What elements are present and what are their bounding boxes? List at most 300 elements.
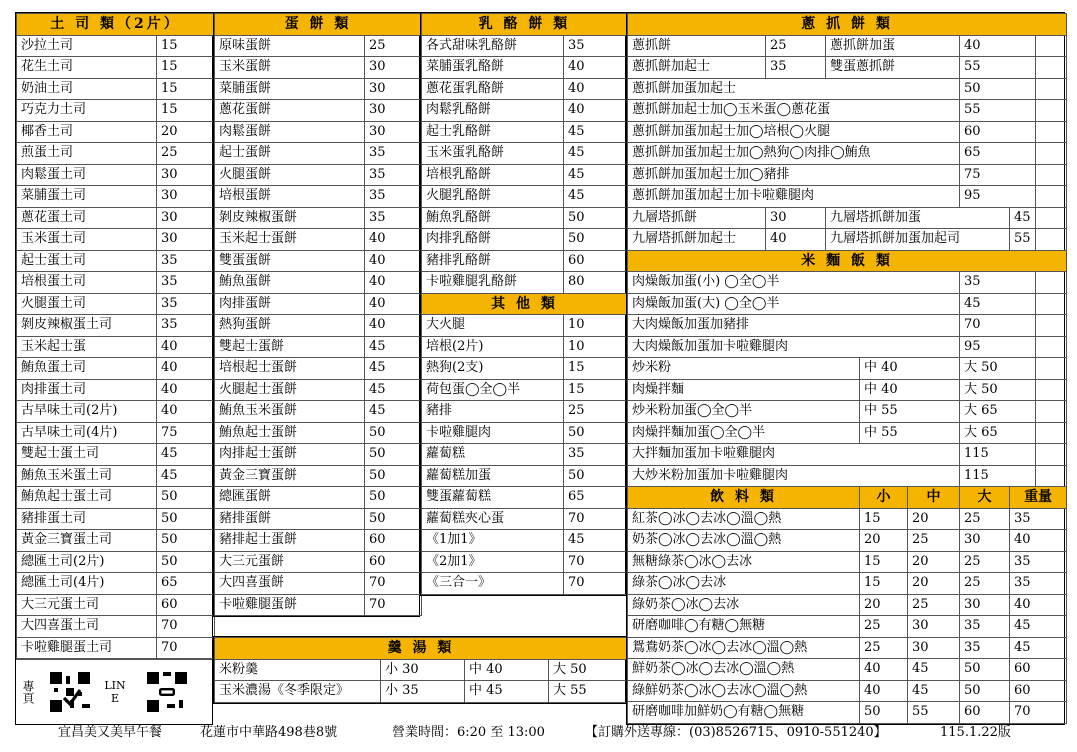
item-name: 《2加1》 [422, 551, 564, 573]
menu-item[interactable] [215, 207, 422, 229]
menu-item[interactable] [628, 336, 1067, 358]
item-name: 肉燥拌麵加蛋◯全◯半 [628, 422, 860, 444]
menu-item[interactable] [17, 573, 215, 595]
menu-item[interactable] [628, 401, 1067, 423]
menu-item[interactable] [17, 100, 215, 122]
menu-item[interactable] [215, 465, 422, 487]
menu-item[interactable] [422, 336, 628, 358]
item-price: 40 [157, 379, 215, 401]
menu-item[interactable] [17, 379, 215, 401]
item-name: 蔥抓餅加蛋加起士加◯豬排 [628, 164, 960, 186]
menu-item[interactable] [215, 121, 422, 143]
item-price: 15 [157, 78, 215, 100]
menu-item[interactable] [628, 616, 1067, 638]
cheese-section [420, 12, 626, 596]
menu-item[interactable] [17, 315, 215, 337]
item-name: 熱狗蛋餅 [215, 315, 365, 337]
item-name: 九層塔抓餅加起士 [628, 229, 766, 251]
item-name: 雙蛋蔥抓餅 [826, 57, 960, 79]
item-price: 80 [564, 272, 628, 294]
item-name: 大拌麵加蛋加卡啦雞腿肉 [628, 444, 960, 466]
menu-item[interactable] [628, 315, 1067, 337]
menu-item[interactable] [628, 293, 1067, 315]
item-name: 綠奶茶◯冰◯去冰 [628, 594, 860, 616]
item-price: 35 [365, 143, 422, 165]
item-price: 50 [365, 508, 422, 530]
price-large: 大 65 [960, 401, 1036, 423]
item-name: 蔥抓餅加蛋 [826, 35, 960, 57]
menu-item[interactable] [628, 78, 1067, 100]
other-header: 其 他 類 [422, 293, 628, 315]
item-price: 45 [564, 143, 628, 165]
menu-item[interactable] [17, 186, 215, 208]
menu-item[interactable] [215, 57, 422, 79]
item-price: 40 [960, 35, 1036, 57]
cheese-header: 乳 酪 餅 類 [422, 14, 628, 36]
menu-item[interactable] [215, 508, 422, 530]
item-name: 菜脯蛋乳酪餅 [422, 57, 564, 79]
item-price: 45 [157, 465, 215, 487]
menu-item[interactable] [422, 143, 628, 165]
toast-table [16, 13, 215, 659]
item-name: 剝皮辣椒蛋土司 [17, 315, 157, 337]
item-price: 55 [1010, 229, 1036, 251]
item-name: 大三元蛋餅 [215, 551, 365, 573]
price-medium: 中 55 [860, 422, 960, 444]
item-name: 奶茶◯冰◯去冰◯溫◯熱 [628, 530, 860, 552]
shop-name: 宜昌美又美早午餐 [58, 725, 163, 740]
menu-item[interactable] [215, 530, 422, 552]
menu-item[interactable] [628, 444, 1067, 466]
item-name: 肉鬆乳酪餅 [422, 100, 564, 122]
item-name: 綠茶◯冰◯去冰 [628, 573, 860, 595]
item-name: 豬排蛋土司 [17, 508, 157, 530]
item-price: 35 [157, 315, 215, 337]
menu-item[interactable] [422, 508, 628, 530]
item-name: 研磨咖啡加鮮奶◯有糖◯無糖 [628, 702, 860, 724]
empty-cell [1036, 272, 1067, 294]
menu-item[interactable] [17, 444, 215, 466]
menu-item[interactable] [17, 551, 215, 573]
item-name: 總匯土司(4片) [17, 573, 157, 595]
item-price: 70 [564, 551, 628, 573]
item-price: 55 [960, 100, 1036, 122]
menu-item[interactable] [628, 143, 1067, 165]
item-price: 40 [1010, 594, 1067, 616]
menu-item[interactable] [628, 530, 1067, 552]
item-name: 紅茶◯冰◯去冰◯溫◯熱 [628, 508, 860, 530]
menu-item[interactable] [215, 186, 422, 208]
line-qr[interactable] [127, 672, 207, 712]
item-price: 65 [960, 143, 1036, 165]
item-price: 40 [365, 293, 422, 315]
menu-item[interactable] [17, 229, 215, 251]
menu-item[interactable] [17, 250, 215, 272]
item-price: 50 [365, 422, 422, 444]
menu-item[interactable] [628, 551, 1067, 573]
menu-item[interactable] [422, 573, 628, 595]
eggpie-section [213, 12, 420, 617]
size-medium-header: 中 [908, 487, 960, 509]
empty-cell [1036, 35, 1067, 57]
menu-item[interactable] [215, 293, 422, 315]
menu-item[interactable] [17, 530, 215, 552]
menu-item[interactable] [628, 229, 1067, 251]
empty-cell [1036, 379, 1067, 401]
item-name: 研磨咖啡◯有糖◯無糖 [628, 616, 860, 638]
item-price: 15 [564, 379, 628, 401]
menu-item[interactable] [422, 35, 628, 57]
item-name: 無糖綠茶◯冰◯去冰 [628, 551, 860, 573]
item-price: 25 [860, 637, 908, 659]
item-price: 15 [564, 358, 628, 380]
menu-item[interactable] [17, 293, 215, 315]
item-price: 25 [908, 594, 960, 616]
item-name: 卡啦雞腿蛋餅 [215, 594, 365, 616]
item-name: 熱狗(2支) [422, 358, 564, 380]
menu-item[interactable] [628, 508, 1067, 530]
size-small-header: 小 [860, 487, 908, 509]
item-name: 大肉燥飯加蛋加卡啦雞腿肉 [628, 336, 960, 358]
item-name: 蔥花蛋餅 [215, 100, 365, 122]
empty-cell [1036, 100, 1067, 122]
line-label: LINE [104, 679, 126, 705]
menu-item[interactable] [215, 143, 422, 165]
menu-item[interactable] [422, 551, 628, 573]
price-medium: 中 45 [465, 681, 549, 703]
menu-item[interactable] [628, 57, 1067, 79]
item-name: 火腿乳酪餅 [422, 186, 564, 208]
item-name: 鮪魚起士蛋土司 [17, 487, 157, 509]
menu-item[interactable] [215, 681, 628, 703]
menu-item[interactable] [628, 422, 1067, 444]
item-name: 起士乳酪餅 [422, 121, 564, 143]
item-price: 40 [157, 358, 215, 380]
item-name: 大三元蛋土司 [17, 594, 157, 616]
menu-item[interactable] [422, 379, 628, 401]
menu-item[interactable] [628, 379, 1067, 401]
item-price: 50 [960, 78, 1036, 100]
item-name: 大四喜蛋土司 [17, 616, 157, 638]
item-name: 蔥抓餅加蛋加起士加卡啦雞腿肉 [628, 186, 960, 208]
menu-item[interactable] [215, 229, 422, 251]
item-price: 40 [766, 229, 826, 251]
item-name: 炒米粉 [628, 358, 860, 380]
menu-item[interactable] [215, 379, 422, 401]
empty-cell [1036, 143, 1067, 165]
menu-item[interactable] [17, 78, 215, 100]
item-price: 30 [157, 164, 215, 186]
item-name: 大炒米粉加蛋加卡啦雞腿肉 [628, 465, 960, 487]
menu-item[interactable] [17, 594, 215, 616]
line-qr-code-icon [147, 672, 187, 712]
menu-item[interactable] [17, 35, 215, 57]
menu-item[interactable] [215, 401, 422, 423]
menu-item[interactable] [422, 186, 628, 208]
item-price: 45 [157, 444, 215, 466]
item-name: 火腿蛋餅 [215, 164, 365, 186]
item-name: 菜脯蛋土司 [17, 186, 157, 208]
menu-item[interactable] [17, 121, 215, 143]
menu-item[interactable] [17, 272, 215, 294]
menu-item[interactable] [422, 100, 628, 122]
menu-item[interactable] [215, 551, 422, 573]
item-name: 黃金三寶蛋餅 [215, 465, 365, 487]
menu-item[interactable] [628, 164, 1067, 186]
empty-cell [1036, 293, 1067, 315]
menu-item[interactable] [17, 508, 215, 530]
menu-item[interactable] [17, 57, 215, 79]
item-price: 45 [564, 530, 628, 552]
menu-item[interactable] [422, 487, 628, 509]
menu-item[interactable] [17, 207, 215, 229]
menu-item[interactable] [628, 465, 1067, 487]
item-name: 蘿蔔糕 [422, 444, 564, 466]
item-name: 肉鬆蛋餅 [215, 121, 365, 143]
item-name: 肉排蛋土司 [17, 379, 157, 401]
menu-item[interactable] [215, 594, 422, 616]
menu-item[interactable] [422, 444, 628, 466]
item-name: 蔥抓餅 [628, 35, 766, 57]
empty-cell [1036, 444, 1067, 466]
menu-item[interactable] [215, 35, 422, 57]
item-name: 卡啦雞腿蛋土司 [17, 637, 157, 659]
item-name: 玉米蛋餅 [215, 57, 365, 79]
item-name: 蔥抓餅加蛋加起士加◯熱狗◯肉排◯鮪魚 [628, 143, 960, 165]
menu-item[interactable] [422, 78, 628, 100]
menu-item[interactable] [17, 422, 215, 444]
empty-cell [1036, 186, 1067, 208]
item-name: 玉米蛋乳酪餅 [422, 143, 564, 165]
item-price: 50 [365, 444, 422, 466]
empty-cell [1036, 422, 1067, 444]
item-price: 95 [960, 186, 1036, 208]
price-medium: 中 40 [860, 379, 960, 401]
item-price: 25 [860, 616, 908, 638]
item-name: 雙蛋蘿蔔糕 [422, 487, 564, 509]
item-name: 培根起士蛋餅 [215, 358, 365, 380]
item-price: 35 [157, 272, 215, 294]
menu-item[interactable] [628, 659, 1067, 681]
menu-item[interactable] [628, 35, 1067, 57]
menu-item[interactable] [215, 336, 422, 358]
price-medium: 中 40 [465, 659, 549, 681]
item-name: 古早味土司(2片) [17, 401, 157, 423]
item-price: 60 [960, 121, 1036, 143]
scallion-header-row [628, 14, 1067, 36]
menu-item[interactable] [215, 422, 422, 444]
menu-item[interactable] [215, 444, 422, 466]
item-price: 50 [157, 530, 215, 552]
menu-item[interactable] [17, 616, 215, 638]
fan-page-qr[interactable] [37, 672, 103, 712]
item-price: 30 [960, 594, 1010, 616]
item-name: 蘿蔔糕夾心蛋 [422, 508, 564, 530]
item-price: 35 [1010, 508, 1067, 530]
item-price: 25 [908, 530, 960, 552]
menu-item[interactable] [628, 186, 1067, 208]
right-section [626, 12, 1065, 725]
menu-item[interactable] [17, 487, 215, 509]
item-price: 45 [1010, 207, 1036, 229]
item-price: 25 [157, 143, 215, 165]
toast-header: 土 司 類（2片） [17, 14, 215, 36]
menu-item[interactable] [215, 78, 422, 100]
menu-item[interactable] [17, 336, 215, 358]
item-price: 35 [1010, 573, 1067, 595]
item-name: 卡啦雞腿乳酪餅 [422, 272, 564, 294]
right-table [627, 13, 1067, 724]
menu-item[interactable] [17, 164, 215, 186]
item-price: 60 [365, 551, 422, 573]
menu-item[interactable] [215, 272, 422, 294]
item-price: 40 [860, 659, 908, 681]
item-price: 35 [157, 293, 215, 315]
item-name: 綠鮮奶茶◯冰◯去冰◯溫◯熱 [628, 680, 860, 702]
item-name: 肉燥飯加蛋(大) ◯全◯半 [628, 293, 960, 315]
empty-cell [1036, 315, 1067, 337]
menu-item[interactable] [215, 358, 422, 380]
item-price: 40 [564, 57, 628, 79]
menu-item[interactable] [17, 143, 215, 165]
size-xl-header: 重量 [1010, 487, 1067, 509]
item-name: 豬排起士蛋餅 [215, 530, 365, 552]
menu-item[interactable] [422, 121, 628, 143]
menu-item[interactable] [628, 207, 1067, 229]
item-name: 培根蛋土司 [17, 272, 157, 294]
item-price: 45 [365, 336, 422, 358]
menu-item[interactable] [628, 702, 1067, 724]
menu-item[interactable] [628, 100, 1067, 122]
menu-item[interactable] [422, 401, 628, 423]
item-name: 玉米蛋土司 [17, 229, 157, 251]
menu-item[interactable] [215, 573, 422, 595]
noodle-header: 米 麵 飯 類 [628, 250, 1067, 272]
item-price: 55 [908, 702, 960, 724]
menu-item[interactable] [422, 57, 628, 79]
menu-item[interactable] [628, 594, 1067, 616]
item-price: 70 [564, 573, 628, 595]
item-price: 40 [157, 401, 215, 423]
price-small: 小 35 [381, 681, 465, 703]
item-price: 45 [365, 401, 422, 423]
phone[interactable]: 【訂購外送專線：(03)8526715、0910-551240】 [585, 725, 887, 740]
empty-cell [1036, 465, 1067, 487]
item-name: 花生土司 [17, 57, 157, 79]
fan-page-label: 專頁 [21, 680, 35, 704]
item-price: 40 [157, 336, 215, 358]
item-price: 25 [960, 508, 1010, 530]
item-name: 總匯蛋餅 [215, 487, 365, 509]
item-name: 肉燥飯加蛋(小) ◯全◯半 [628, 272, 960, 294]
item-name: 菜脯蛋餅 [215, 78, 365, 100]
item-name: 蔥花蛋乳酪餅 [422, 78, 564, 100]
menu-item[interactable] [17, 637, 215, 659]
toast-section [15, 12, 213, 725]
item-name: 大火腿 [422, 315, 564, 337]
item-price: 95 [960, 336, 1036, 358]
menu-item[interactable] [215, 659, 628, 681]
item-name: 玉米起士蛋餅 [215, 229, 365, 251]
item-price: 50 [157, 508, 215, 530]
qr-code-icon [50, 672, 90, 712]
item-name: 《三合一》 [422, 573, 564, 595]
item-name: 鮮奶茶◯冰◯去冰◯溫◯熱 [628, 659, 860, 681]
menu-item[interactable] [422, 315, 628, 337]
menu-item[interactable] [17, 465, 215, 487]
item-price: 40 [1010, 530, 1067, 552]
menu-item[interactable] [628, 121, 1067, 143]
menu-item[interactable] [422, 530, 628, 552]
menu-item[interactable] [422, 250, 628, 272]
item-price: 15 [157, 57, 215, 79]
menu-item[interactable] [422, 229, 628, 251]
menu-item[interactable] [422, 207, 628, 229]
item-price: 60 [564, 250, 628, 272]
menu-item[interactable] [215, 164, 422, 186]
menu-item[interactable] [628, 272, 1067, 294]
menu-item[interactable] [628, 680, 1067, 702]
item-price: 45 [1010, 637, 1067, 659]
menu-item[interactable] [628, 573, 1067, 595]
menu-item[interactable] [422, 164, 628, 186]
item-name: 豬排乳酪餅 [422, 250, 564, 272]
item-name: 總匯土司(2片) [17, 551, 157, 573]
item-price: 35 [564, 444, 628, 466]
item-price: 70 [960, 315, 1036, 337]
item-price: 60 [365, 530, 422, 552]
menu-item[interactable] [422, 358, 628, 380]
item-price: 60 [960, 702, 1010, 724]
qr-area [16, 659, 212, 724]
item-price: 40 [564, 100, 628, 122]
menu-item[interactable] [215, 487, 422, 509]
menu-item[interactable] [422, 272, 628, 294]
item-price: 50 [960, 680, 1010, 702]
item-price: 35 [365, 186, 422, 208]
version: 115.1.22版 [940, 725, 1011, 740]
item-price: 30 [365, 57, 422, 79]
empty-cell [1036, 358, 1067, 380]
item-price: 45 [960, 293, 1036, 315]
menu-item[interactable] [628, 358, 1067, 380]
item-price: 20 [908, 551, 960, 573]
item-name: 鮪魚起士蛋餅 [215, 422, 365, 444]
soup-section [213, 636, 626, 704]
item-price: 30 [365, 78, 422, 100]
menu-item[interactable] [17, 401, 215, 423]
menu-item[interactable] [422, 422, 628, 444]
item-price: 45 [1010, 616, 1067, 638]
item-price: 15 [157, 100, 215, 122]
menu-item[interactable] [628, 637, 1067, 659]
item-price: 30 [766, 207, 826, 229]
menu-item[interactable] [215, 315, 422, 337]
price-large: 大 50 [960, 358, 1036, 380]
menu-item[interactable] [215, 250, 422, 272]
menu-item[interactable] [422, 465, 628, 487]
menu-item[interactable] [215, 100, 422, 122]
item-price: 50 [365, 465, 422, 487]
item-name: 椰香土司 [17, 121, 157, 143]
item-price: 50 [860, 702, 908, 724]
item-price: 65 [564, 487, 628, 509]
item-price: 45 [908, 659, 960, 681]
item-price: 70 [1010, 702, 1067, 724]
item-price: 40 [365, 272, 422, 294]
item-name: 火腿蛋土司 [17, 293, 157, 315]
menu-item[interactable] [17, 358, 215, 380]
